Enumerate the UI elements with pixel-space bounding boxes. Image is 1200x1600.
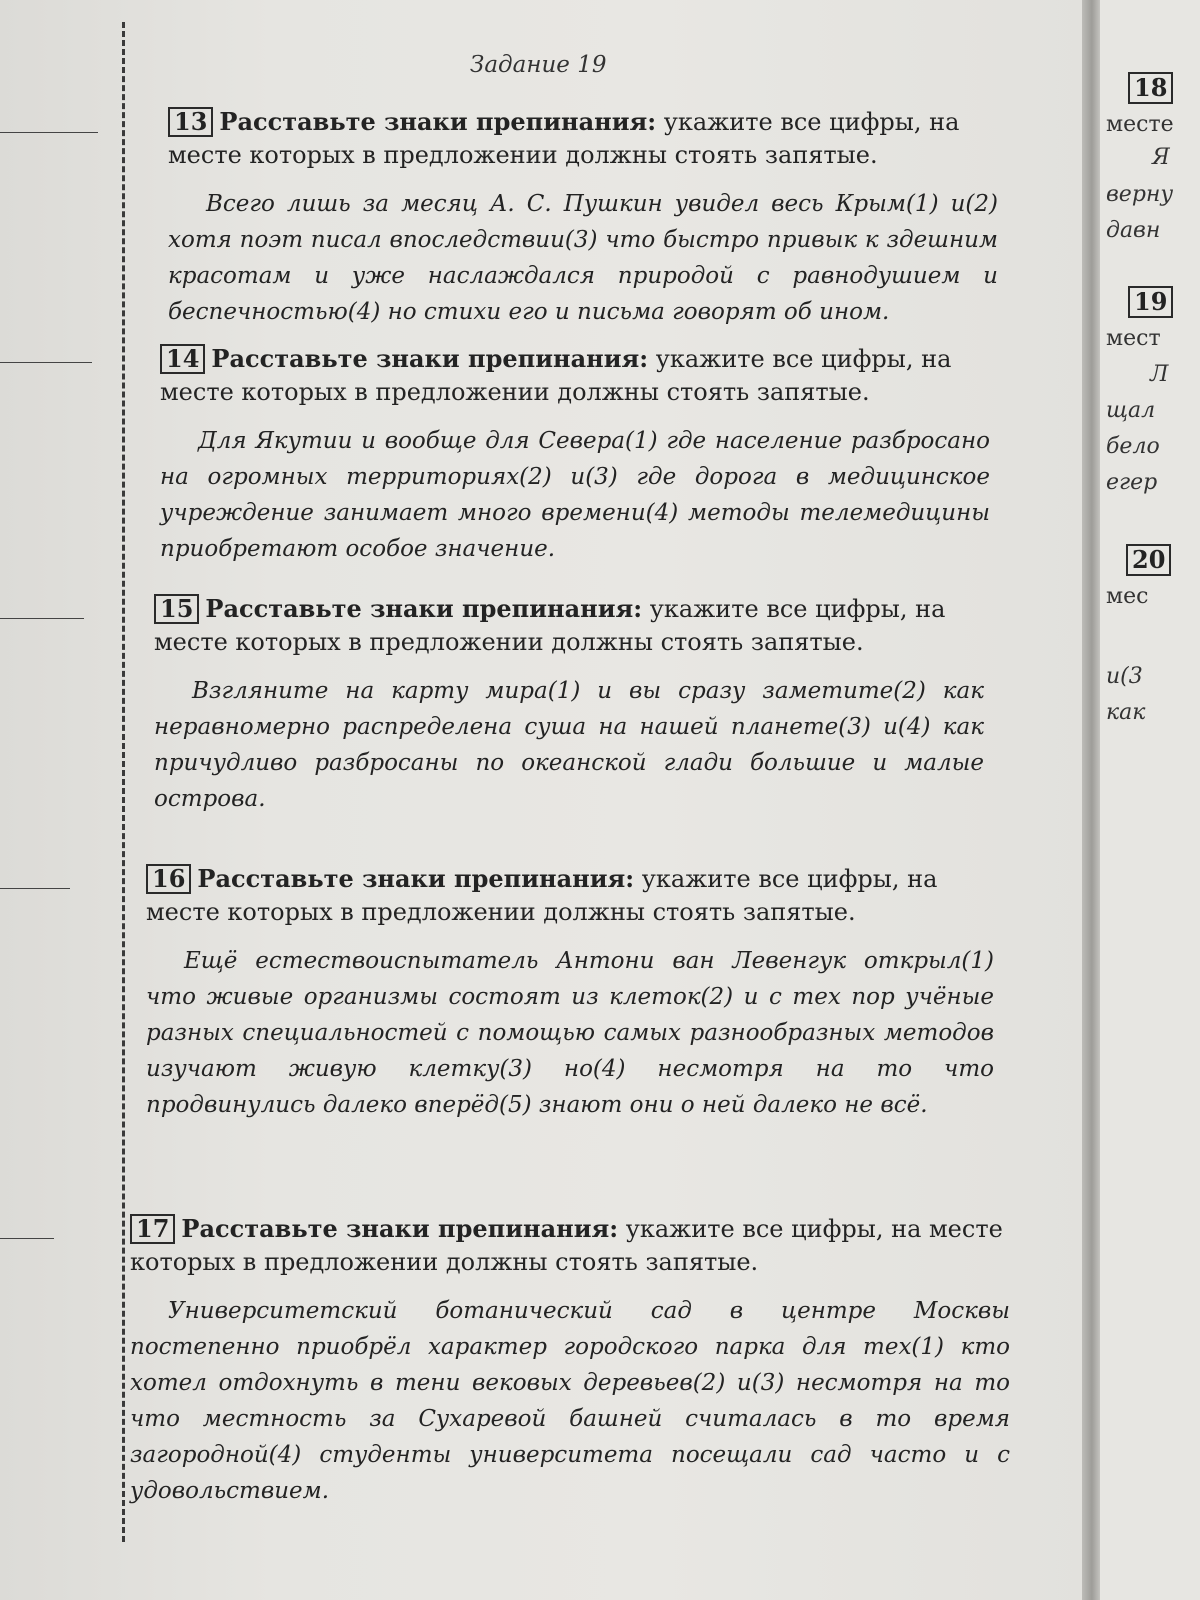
task-number: 13 xyxy=(168,107,213,137)
task-lead: Расставьте знаки препинания: xyxy=(205,594,643,623)
task-instruction-text: укажите все цифры, на месте которых в предложении должны стоять запятые. xyxy=(130,1215,1003,1276)
task-sentence: Всего лишь за месяц А. С. Пушкин увидел весь Крым(1) и(2) хотя поэт писал впоследствии(3) что быстро привык к здешним красотам и уже наслаждался природой с равнодушием и беспечностью(4) но стихи его и письма говорят об ином. xyxy=(168,191,998,325)
task-lead: Расставьте знаки препинания: xyxy=(181,1214,619,1243)
text-fragment: Л xyxy=(1150,362,1169,387)
task-number: 17 xyxy=(130,1214,175,1244)
answer-line-17[interactable] xyxy=(0,1238,54,1239)
task-14 xyxy=(160,342,990,567)
cut-line xyxy=(122,22,125,1542)
answer-line-13[interactable] xyxy=(0,132,98,133)
text-fragment: как xyxy=(1106,700,1146,725)
text-fragment: месте xyxy=(1106,112,1174,137)
task-number: 19 xyxy=(1128,286,1173,318)
task-instruction xyxy=(146,862,994,929)
text-fragment: егер xyxy=(1106,470,1158,495)
task-sentence: Для Якутии и вообще для Севера(1) где население разбросано на огромных территориях(2) и(3) где дорога в медицинское учреждение занимает много времени(4) методы телемедицины приобретают особое значение. xyxy=(160,428,990,562)
task-number: 15 xyxy=(154,594,199,624)
task-instruction xyxy=(130,1212,1010,1279)
task-sentence: Взгляните на карту мира(1) и вы сразу заметите(2) как неравномерно распределена суша на нашей планете(3) и(4) как причудливо разбросаны по океанской глади большие и малые острова. xyxy=(154,678,984,812)
book-gutter xyxy=(1082,0,1100,1600)
task-number: 16 xyxy=(146,864,191,894)
text-fragment: щал xyxy=(1106,398,1156,423)
page-header: Задание 19 xyxy=(470,52,607,78)
task-13 xyxy=(168,105,998,330)
task-lead: Расставьте знаки препинания: xyxy=(211,344,649,373)
text-fragment: мес xyxy=(1106,584,1149,609)
task-instruction-text: укажите все цифры, на месте которых в предложении должны стоять запятые. xyxy=(154,595,946,656)
text-fragment: давн xyxy=(1106,218,1161,243)
right-page-fragment xyxy=(1100,0,1200,1600)
task-16 xyxy=(146,862,994,1123)
task-instruction xyxy=(154,592,984,659)
text-fragment: верну xyxy=(1106,182,1174,207)
task-instruction-text: укажите все цифры, на месте которых в предложении должны стоять запятые. xyxy=(160,345,952,406)
task-instruction xyxy=(168,105,998,172)
task-sentence: Ещё естествоиспытатель Антони ван Левенгук открыл(1) что живые организмы состоят из клеток(2) и с тех пор учёные разных специальностей с помощью самых разнообразных методов изучают живую клетку(3) но(4) несмотря на то что продвинулись далеко вперёд(5) знают они о ней далеко не всё. xyxy=(146,948,994,1118)
task-number: 20 xyxy=(1126,544,1171,576)
task-number: 18 xyxy=(1128,72,1173,104)
task-instruction-text: укажите все цифры, на месте которых в предложении должны стоять запятые. xyxy=(168,108,960,169)
text-fragment: и(3 xyxy=(1106,664,1143,689)
answer-line-16[interactable] xyxy=(0,888,70,889)
answer-line-14[interactable] xyxy=(0,362,92,363)
text-fragment: мест xyxy=(1106,326,1161,351)
task-lead: Расставьте знаки препинания: xyxy=(197,864,635,893)
task-instruction-text: укажите все цифры, на месте которых в предложении должны стоять запятые. xyxy=(146,865,938,926)
answer-line-15[interactable] xyxy=(0,618,84,619)
task-sentence: Университетский ботанический сад в центре Москвы постепенно приобрёл характер городского парка для тех(1) кто хотел отдохнуть в тени вековых деревьев(2) и(3) несмотря на то что местность за Сухаревой башней считалась в то время загородной(4) студенты университета посещали сад часто и с удовольствием. xyxy=(130,1298,1010,1504)
task-17 xyxy=(130,1212,1010,1509)
text-fragment: бело xyxy=(1106,434,1160,459)
task-number: 14 xyxy=(160,344,205,374)
text-fragment: Я xyxy=(1152,145,1170,170)
task-15 xyxy=(154,592,984,817)
task-instruction xyxy=(160,342,990,409)
task-lead: Расставьте знаки препинания: xyxy=(219,107,657,136)
